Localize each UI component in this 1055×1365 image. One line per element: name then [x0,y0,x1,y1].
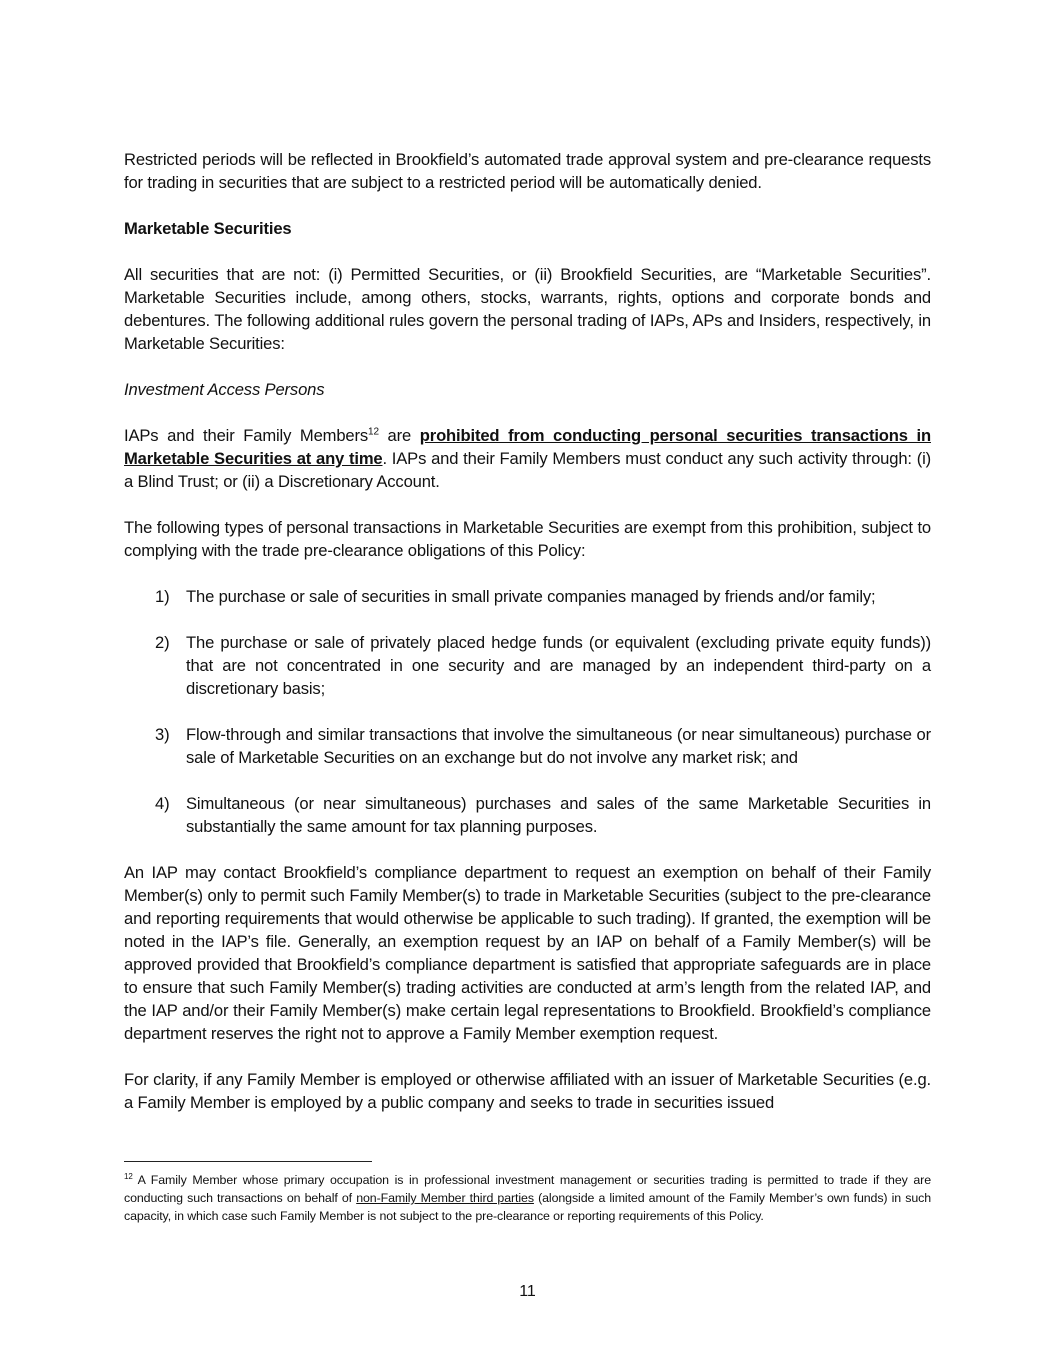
footnote [124,1171,931,1225]
iap-para-mid: are [378,426,420,445]
footnote-text-after: (alongside a limited amount of the Family Member’s own funds) in such capacity, in which case such Family Member is not subject to the pre-clearance or reporting requirements of this Policy. [124,1191,931,1223]
section-heading: Marketable Securities [124,219,292,238]
list-item [124,585,931,608]
list-item-number: 4) [155,794,170,813]
list-item-number: 2) [155,633,170,652]
list-item [124,723,931,769]
intro-paragraph: Restricted periods will be reflected in Brookfield’s automated trade approval system and pre-clearance requests for trading in securities that are subject to a restricted period will be automatically denied. [124,150,931,192]
prohibition-emphasis: prohibited from conducting personal securities transactions in Marketable Securities at any time [124,426,931,468]
list-item-text: The purchase or sale of privately placed hedge funds (or equivalent (excluding private equity funds)) that are not concentrated in one security and are managed by an independent third-party on a discretionary basis; [186,633,931,698]
list-item-number: 3) [155,725,170,744]
exemption-paragraph: An IAP may contact Brookfield’s compliance department to request an exemption on behalf of their Family Member(s) only to permit such Family Member(s) to trade in Marketable Securities (subject to the pre-clearance and reporting requirements that would otherwise be applicable to such trading). If granted, the exemption will be noted in the IAP’s file. Generally, an exemption request by an IAP on behalf of a Family Member(s) will be approved provided that Brookfield’s compliance department is satisfied that appropriate safeguards are in place to ensure that such Family Member(s) trading activities are conducted at arm’s length from the related IAP, and the IAP and/or their Family Member(s) make certain legal representations to Brookfield. Brookfield’s compliance department reserves the right not to approve a Family Member exemption request. [124,863,931,1043]
list-item-text: Simultaneous (or near simultaneous) purchases and sales of the same Marketable Securities in substantially the same amount for tax planning purposes. [186,794,931,836]
footnote-marker: 12 [124,1171,133,1181]
footnote-text-before: A Family Member whose primary occupation is in professional investment management or securities trading is permitted to trade if they are conducting such transactions on behalf of [124,1173,931,1205]
iap-prohibition-paragraph [124,424,931,493]
list-item-number: 1) [155,587,170,606]
footnote-reference: 12 [368,426,379,438]
page-body [124,148,931,1137]
iap-para-tail: . IAPs and their Family Members must conduct any such activity through: (i) a Blind Trust; or (ii) a Discretionary Account. [124,449,931,491]
footnote-divider [124,1161,372,1162]
list-item [124,792,931,838]
list-item-text: The purchase or sale of securities in small private companies managed by friends and/or family; [186,587,876,606]
list-item-text: Flow-through and similar transactions that involve the simultaneous (or near simultaneous) purchase or sale of Marketable Securities on an exchange but do not involve any market risk; and [186,725,931,767]
exempt-list [124,585,931,838]
iap-para-lead: IAPs and their Family Members [124,426,369,445]
definition-paragraph: All securities that are not: (i) Permitted Securities, or (ii) Brookfield Securities, are “Marketable Securities”. Marketable Securities include, among others, stocks, warrants, rights, options and corporate bonds and debentures. The following additional rules govern the personal trading of IAPs, APs and Insiders, respectively, in Marketable Securities: [124,265,931,353]
clarity-paragraph: For clarity, if any Family Member is employed or otherwise affiliated with an issuer of Marketable Securities (e.g. a Family Member is employed by a public company and seeks to trade in securities issued [124,1070,931,1112]
page-number: 11 [519,1283,536,1300]
list-item [124,631,931,700]
exempt-intro-paragraph: The following types of personal transactions in Marketable Securities are exempt from this prohibition, subject to complying with the trade pre-clearance obligations of this Policy: [124,518,931,560]
footnote-underlined-text: non-Family Member third parties [356,1191,534,1205]
subheading: Investment Access Persons [124,380,325,399]
